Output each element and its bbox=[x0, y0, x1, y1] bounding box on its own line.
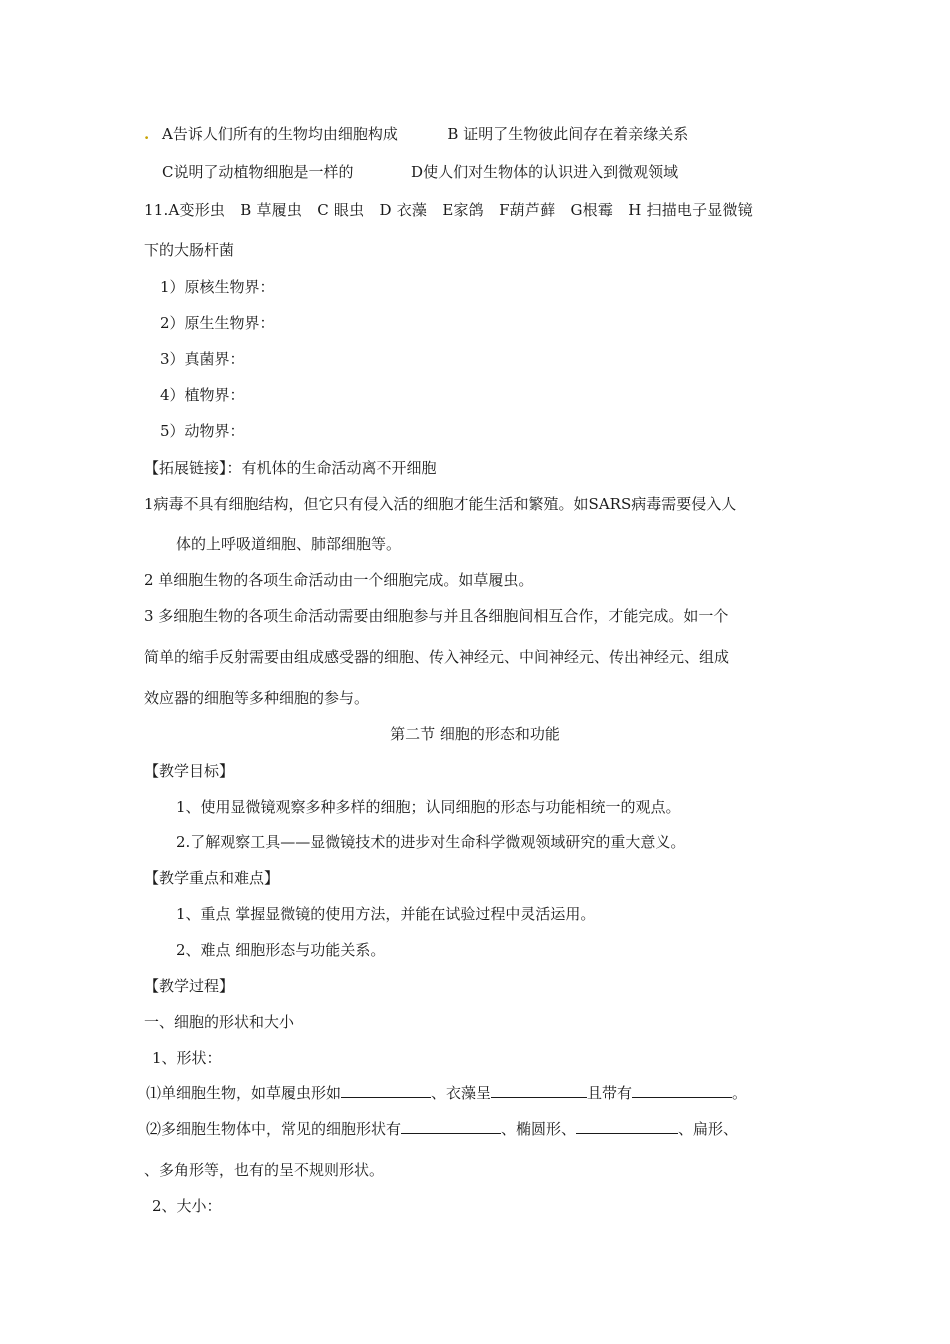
extension-p1-line1: 1病毒不具有细胞结构，但它只有侵入活的细胞才能生活和繁殖。如SARS病毒需要侵入人 bbox=[144, 495, 737, 513]
goal-2: 2.了解观察工具——显微镜技术的进步对生命科学微观领域研究的重大意义。 bbox=[176, 833, 686, 851]
fill-line-2: ⑵多细胞生物体中，常见的细胞形状有 、椭圆形、 、扁形、 bbox=[146, 1120, 739, 1138]
q11-item-fungi: 3）真菌界： bbox=[160, 350, 245, 368]
q11-item-animal: 5）动物界： bbox=[160, 422, 245, 440]
q10-options-row2 bbox=[162, 162, 678, 182]
extension-p3-line2: 简单的缩手反射需要由组成感受器的细胞、传入神经元、中间神经元、传出神经元、组成 bbox=[144, 648, 730, 666]
blank-chlamydomonas-shape[interactable] bbox=[491, 1083, 587, 1098]
q10-option-a: A告诉人们所有的生物均由细胞构成 bbox=[162, 125, 398, 143]
q11-item-prokaryote: 1）原核生物界： bbox=[160, 278, 275, 296]
q10-option-c: C说明了动植物细胞是一样的 bbox=[162, 163, 354, 181]
q11-item-plant: 4）植物界： bbox=[160, 386, 245, 404]
process-heading: 【教学过程】 bbox=[144, 977, 235, 995]
section-title: 第二节 细胞的形态和功能 bbox=[390, 725, 560, 743]
goal-1: 1、使用显微镜观察多种多样的细胞；认同细胞的形态与功能相统一的观点。 bbox=[176, 798, 681, 816]
keypoints-heading: 【教学重点和难点】 bbox=[144, 869, 280, 887]
extension-heading: 【拓展链接】：有机体的生命活动离不开细胞 bbox=[144, 459, 437, 477]
q11-line2: 下的大肠杆菌 bbox=[144, 241, 235, 259]
q11-item-protist: 2）原生生物界： bbox=[160, 314, 275, 332]
blank-paramecium-shape[interactable] bbox=[341, 1083, 431, 1098]
extension-p3-line3: 效应器的细胞等多种细胞的参与。 bbox=[144, 689, 370, 707]
q10-option-d: D使人们对生物体的认识进入到微观领域 bbox=[411, 163, 679, 181]
keypoint-1: 1、重点 掌握显微镜的使用方法，并能在试验过程中灵活运用。 bbox=[176, 905, 596, 923]
goals-heading: 【教学目标】 bbox=[144, 762, 235, 780]
blank-chlamydomonas-feature[interactable] bbox=[632, 1083, 732, 1098]
size-label: 2、大小： bbox=[152, 1197, 222, 1215]
extension-p1-line2: 体的上呼吸道细胞、肺部细胞等。 bbox=[176, 535, 402, 553]
fill-line-1: ⑴单细胞生物，如草履虫形如 、衣藻呈 且带有 。 bbox=[146, 1084, 748, 1102]
extension-p3-line1: 3 多细胞生物的各项生命活动需要由细胞参与并且各细胞间相互合作，才能完成。如一个 bbox=[144, 607, 729, 625]
q11-line1: 11.A变形虫 B 草履虫 C 眼虫 D 衣藻 E家鸽 F葫芦藓 G根霉 H 扫描电子显微镜 bbox=[144, 201, 753, 219]
q10-option-b: B 证明了生物彼此间存在着亲缘关系 bbox=[447, 125, 689, 143]
keypoint-2: 2、难点 细胞形态与功能关系。 bbox=[176, 941, 386, 959]
q10-marker: . bbox=[144, 125, 150, 143]
part1-heading: 一、细胞的形状和大小 bbox=[144, 1013, 295, 1031]
blank-cell-shape-1[interactable] bbox=[401, 1119, 501, 1134]
q10-options-row1 bbox=[144, 124, 688, 144]
fill-line-2-cont: 、多角形等，也有的呈不规则形状。 bbox=[144, 1161, 385, 1179]
blank-cell-shape-2[interactable] bbox=[576, 1119, 678, 1134]
extension-p2: 2 单细胞生物的各项生命活动由一个细胞完成。如草履虫。 bbox=[144, 571, 534, 589]
shape-label: 1、形状： bbox=[152, 1049, 222, 1067]
